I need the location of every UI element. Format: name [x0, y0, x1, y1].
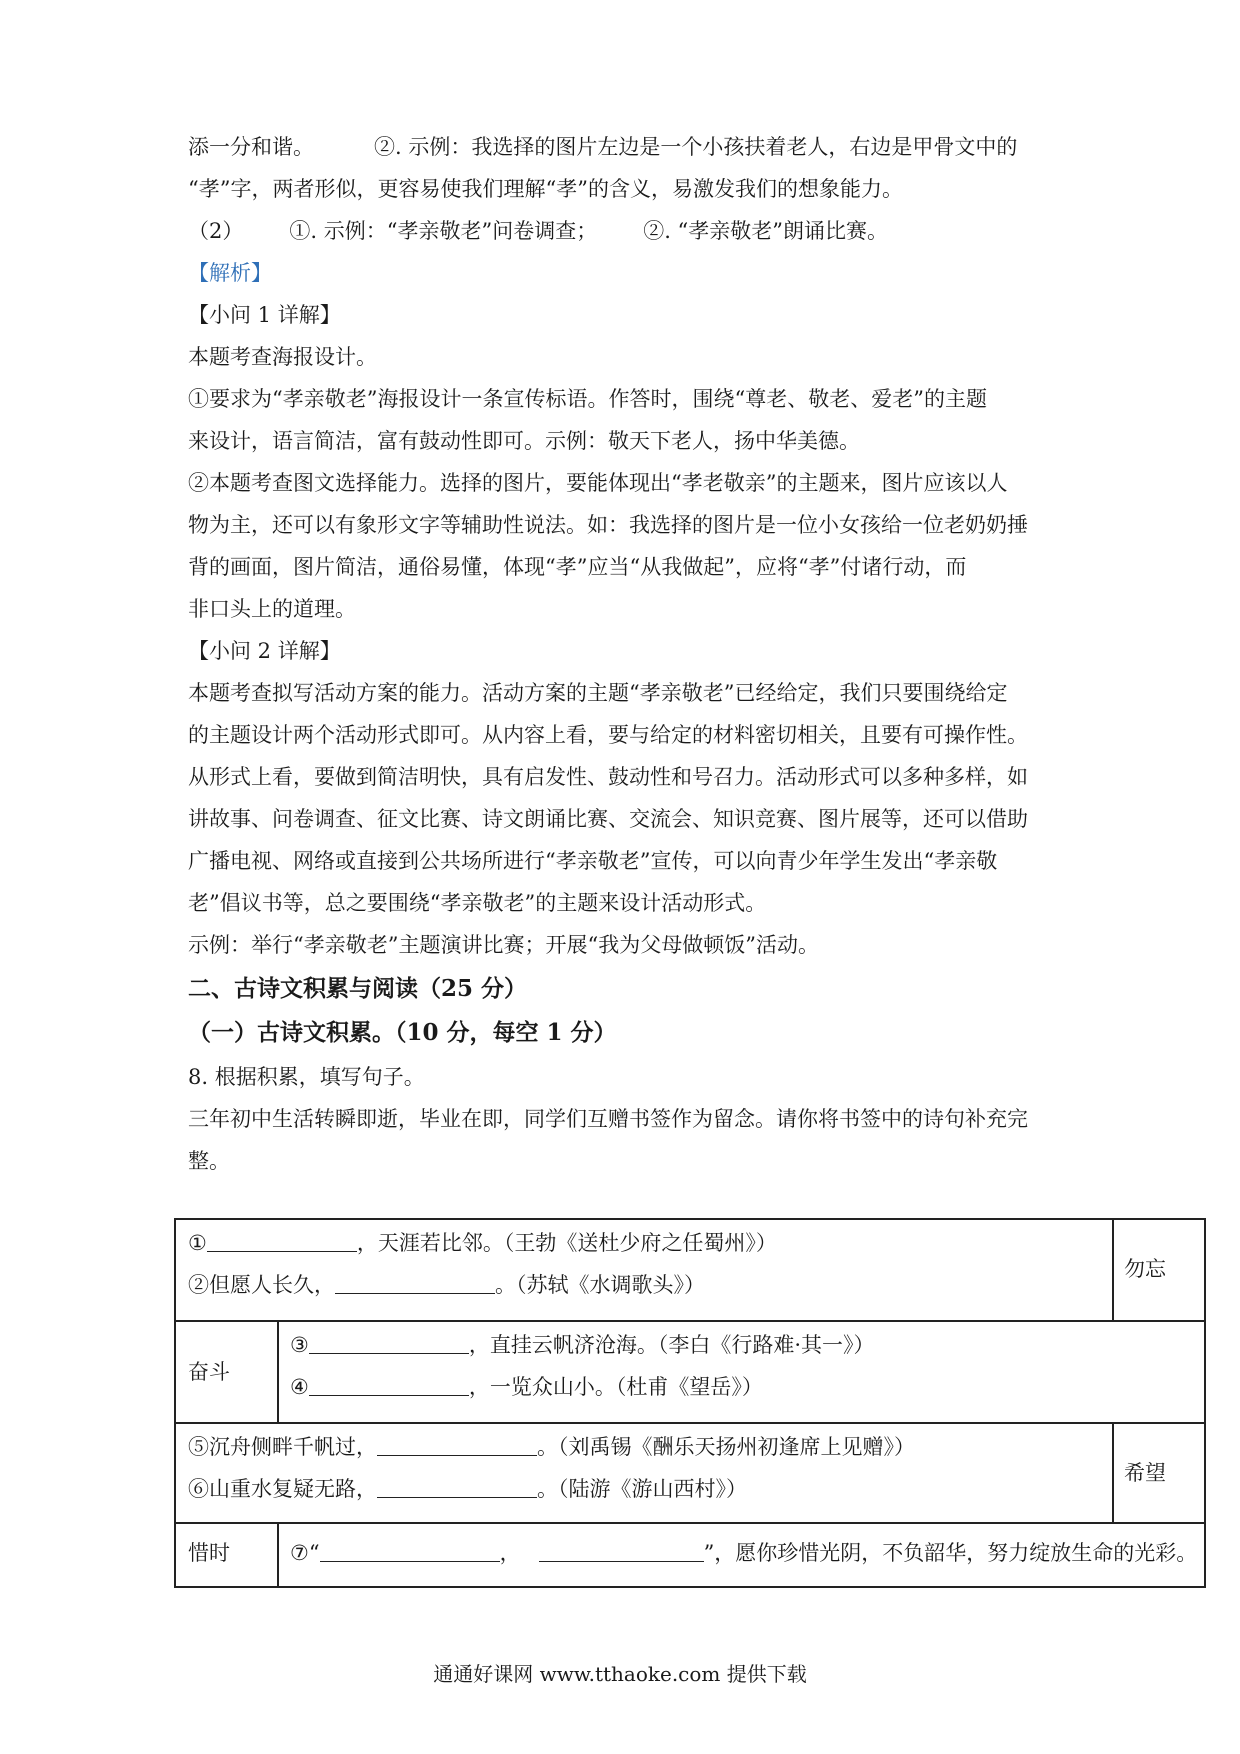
cell-text: ，直挂云帆济沧海。（李白《行路难·其一》）	[468, 1333, 875, 1357]
answer-blank[interactable]	[309, 1331, 469, 1354]
q2-line: 的主题设计两个活动形式即可。从内容上看，要与给定的材料密切相关，且要有可操作性。	[188, 723, 1028, 747]
cell-text: ④	[290, 1375, 309, 1399]
answer-blank[interactable]	[309, 1373, 469, 1396]
answer-blank[interactable]	[207, 1229, 357, 1252]
answer-blank[interactable]	[320, 1539, 500, 1562]
q1-line: 来设计，语言简洁，富有鼓动性即可。示例：敬天下老人，扬中华美德。	[188, 429, 860, 453]
table-rule	[176, 1320, 1204, 1322]
answer-blank[interactable]	[377, 1433, 537, 1456]
question-intro: 整。	[188, 1149, 230, 1173]
question-intro: 三年初中生活转瞬即逝，毕业在即，同学们互赠书签作为留念。请你将书签中的诗句补充完	[188, 1107, 1028, 1131]
q2-line: 老”倡议书等，总之要围绕“孝亲敬老”的主题来设计活动形式。	[188, 891, 767, 915]
cell-text: 。（陆游《游山西村》）	[537, 1477, 747, 1501]
q2-line: 从形式上看，要做到简洁明快，具有启发性、鼓动性和号召力。活动形式可以多种多样，如	[188, 765, 1028, 789]
cell-text: ②但愿人长久，	[188, 1273, 335, 1297]
table-rule	[176, 1422, 1204, 1424]
answer-text: ②. “孝亲敬老”朗诵比赛。	[643, 219, 889, 243]
table-rule	[277, 1320, 279, 1422]
table-rule	[1112, 1220, 1114, 1320]
table-row	[188, 1270, 705, 1300]
page-footer: 通通好课网 www.tthaoke.com 提供下载	[433, 1662, 807, 1686]
answer-text: （2）	[188, 219, 244, 243]
cell-text: 。（苏轼《水调歌头》）	[495, 1273, 705, 1297]
cell-text: 。（刘禹锡《酬乐天扬州初逢席上见赠》）	[537, 1435, 915, 1459]
answer-line-2: “孝”字，两者形似，更容易使我们理解“孝”的含义，易激发我们的想象能力。	[188, 177, 903, 201]
bookmark-tag: 勿忘	[1124, 1257, 1166, 1281]
table-rule	[277, 1522, 279, 1588]
cell-text: ，天涯若比邻。（王勃《送杜少府之任蜀州》）	[356, 1231, 777, 1255]
cell-text: ，	[499, 1541, 521, 1565]
section-subtitle: （一）古诗文积累。（10 分，每空 1 分）	[188, 1019, 617, 1046]
table-row	[290, 1538, 1197, 1568]
q2-line: 广播电视、网络或直接到公共场所进行“孝亲敬老”宣传，可以向青少年学生发出“孝亲敬	[188, 849, 998, 873]
q2-line: 讲故事、问卷调查、征文比赛、诗文朗诵比赛、交流会、知识竞赛、图片展等，还可以借助	[188, 807, 1028, 831]
cell-text: ⑥山重水复疑无路，	[188, 1477, 377, 1501]
table-row	[188, 1474, 747, 1504]
answer-blank[interactable]	[377, 1475, 537, 1498]
table-row	[188, 1432, 915, 1462]
q1-line: 物为主，还可以有象形文字等辅助性说法。如：我选择的图片是一位小女孩给一位老奶奶捶	[188, 513, 1028, 537]
table-rule	[176, 1522, 1204, 1524]
answer-text: ①. 示例：“孝亲敬老”问卷调查；	[289, 219, 598, 243]
q2-line: 本题考查拟写活动方案的能力。活动方案的主题“孝亲敬老”已经给定，我们只要围绕给定	[188, 681, 1008, 705]
cell-text: ，一览众山小。（杜甫《望岳》）	[468, 1375, 763, 1399]
q2-line: 示例：举行“孝亲敬老”主题演讲比赛；开展“我为父母做顿饭”活动。	[188, 933, 819, 957]
cell-text: ①	[188, 1231, 207, 1255]
q1-heading: 【小问 1 详解】	[188, 303, 341, 327]
analysis-label: 【解析】	[188, 261, 272, 285]
q1-line: ①要求为“孝亲敬老”海报设计一条宣传标语。作答时，围绕“尊老、敬老、爱老”的主题	[188, 387, 987, 411]
table-row	[188, 1228, 777, 1258]
table-row	[290, 1330, 875, 1360]
answer-text: ②. 示例：我选择的图片左边是一个小孩扶着老人，右边是甲骨文中的	[374, 135, 1018, 159]
table-rule	[1112, 1422, 1114, 1522]
q1-line: 非口头上的道理。	[188, 597, 356, 621]
question-8: 8. 根据积累，填写句子。	[188, 1065, 425, 1089]
bookmark-tag: 惜时	[188, 1541, 230, 1565]
bookmark-tag: 希望	[1124, 1461, 1166, 1485]
bookmark-tag: 奋斗	[188, 1360, 230, 1384]
cell-text: ⑦“	[290, 1541, 320, 1565]
answer-blank[interactable]	[335, 1271, 495, 1294]
table-row	[290, 1372, 763, 1402]
answer-line-1	[188, 132, 1058, 162]
q1-line: ②本题考查图文选择能力。选择的图片，要能体现出“孝老敬亲”的主题来，图片应该以人	[188, 471, 1008, 495]
cell-text: ”，愿你珍惜光阴，不负韶华，努力绽放生命的光彩。	[703, 1541, 1198, 1565]
answer-text: 添一分和谐。	[188, 135, 314, 159]
q1-line: 背的画面，图片简洁，通俗易懂，体现“孝”应当“从我做起”，应将“孝”付诸行动，而	[188, 555, 967, 579]
q2-heading: 【小问 2 详解】	[188, 639, 341, 663]
bookmark-table	[174, 1218, 1206, 1588]
cell-text: ⑤沉舟侧畔千帆过，	[188, 1435, 377, 1459]
answer-line-3	[188, 216, 1058, 246]
cell-text: ③	[290, 1333, 309, 1357]
section-title: 二、古诗文积累与阅读（25 分）	[188, 975, 528, 1002]
answer-blank[interactable]	[539, 1539, 704, 1562]
q1-line: 本题考查海报设计。	[188, 345, 377, 369]
